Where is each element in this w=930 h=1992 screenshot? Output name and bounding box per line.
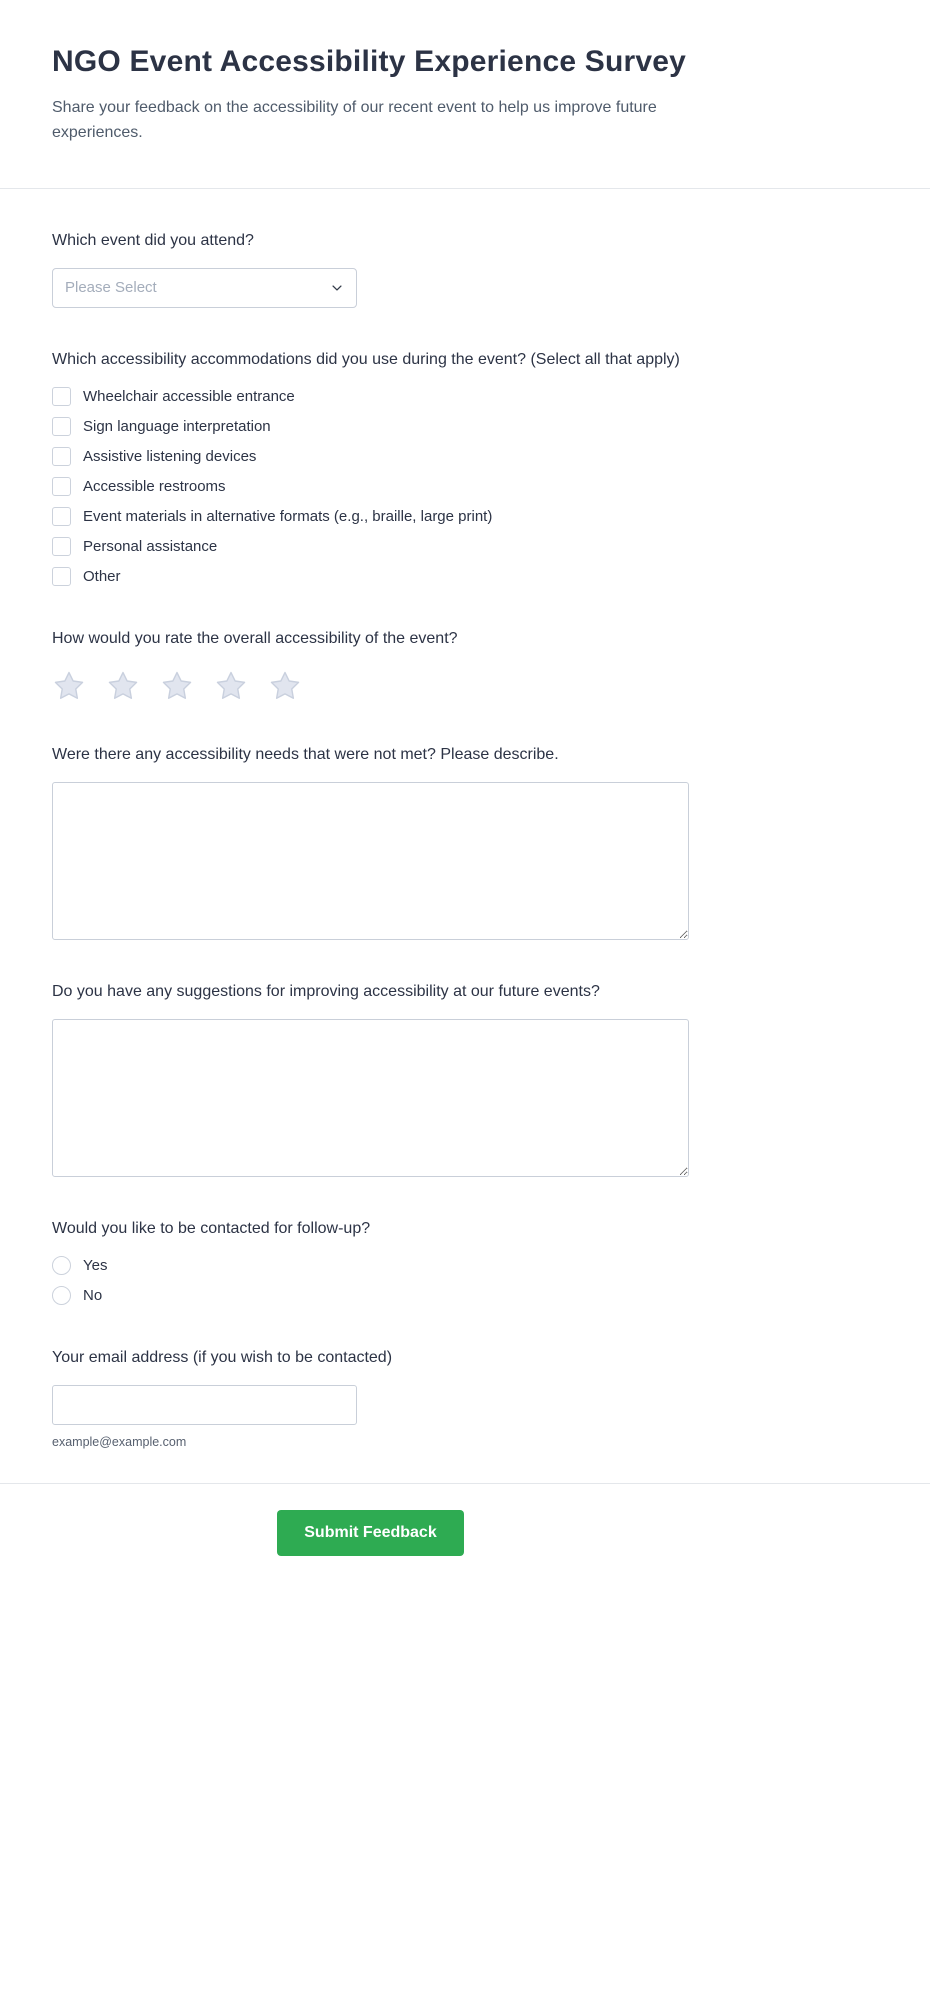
star-icon-1[interactable] [52,669,86,703]
star-rating [52,669,689,703]
checkbox-option-label: Sign language interpretation [83,417,271,435]
checkbox-option-label: Wheelchair accessible entrance [83,387,295,405]
checkbox-option-personal-assistance[interactable] [52,537,217,557]
form-title: NGO Event Accessibility Experience Survey [52,45,687,78]
checkbox-icon[interactable] [52,507,71,526]
form-subtitle: Share your feedback on the accessibility of our recent event to help us improve future experiences. [52,99,657,142]
checkbox-icon[interactable] [52,477,71,496]
chevron-down-icon [330,281,344,295]
email-field[interactable] [52,1385,357,1425]
question-accommodations [52,348,689,587]
event-select[interactable] [52,268,357,308]
checkbox-option-label: Event materials in alternative formats (e.g., braille, large print) [83,507,493,525]
form-header [0,0,930,188]
checkbox-icon[interactable] [52,447,71,466]
question-follow-up [52,1217,689,1306]
question-follow-up-label: Would you like to be contacted for follow-up? [52,1219,371,1237]
question-event-label: Which event did you attend? [52,231,254,249]
checkbox-option-alternative-formats[interactable] [52,507,492,527]
radio-icon[interactable] [52,1256,71,1275]
question-rating [52,627,689,703]
checkbox-option-label: Assistive listening devices [83,447,257,465]
form-body [0,229,741,1449]
checkbox-option-restrooms[interactable] [52,477,226,497]
question-suggestions [52,980,689,1177]
checkbox-option-other[interactable] [52,567,121,587]
checkbox-option-assistive-listening[interactable] [52,447,256,467]
header-divider [0,188,930,189]
email-helper-text: example@example.com [52,1434,187,1449]
star-icon-3[interactable] [160,669,194,703]
star-icon-2[interactable] [106,669,140,703]
checkbox-option-sign-language[interactable] [52,417,271,437]
question-accommodations-label: Which accessibility accommodations did you use during the event? (Select all that apply) [52,350,680,368]
question-unmet-needs-label: Were there any accessibility needs that were not met? Please describe. [52,745,559,763]
checkbox-option-label: Accessible restrooms [83,477,226,495]
star-icon-5[interactable] [268,669,302,703]
event-select-value: Please Select [65,279,157,297]
radio-option-no[interactable] [52,1286,102,1306]
radio-option-label: Yes [83,1256,108,1274]
submit-button[interactable]: Submit Feedback [277,1510,463,1556]
question-unmet-needs [52,743,689,940]
question-email [52,1346,689,1449]
submit-section [0,1484,741,1556]
radio-icon[interactable] [52,1286,71,1305]
star-icon-4[interactable] [214,669,248,703]
question-email-label: Your email address (if you wish to be contacted) [52,1348,393,1366]
checkbox-icon[interactable] [52,537,71,556]
checkbox-group [52,387,689,587]
radio-option-label: No [83,1286,103,1304]
checkbox-icon[interactable] [52,387,71,406]
checkbox-icon[interactable] [52,417,71,436]
unmet-needs-textarea[interactable] [52,782,689,940]
checkbox-option-label: Personal assistance [83,537,218,555]
suggestions-textarea[interactable] [52,1019,689,1177]
radio-option-yes[interactable] [52,1256,107,1276]
question-suggestions-label: Do you have any suggestions for improving accessibility at our future events? [52,982,600,1000]
checkbox-option-label: Other [83,567,121,585]
question-event [52,229,689,308]
checkbox-icon[interactable] [52,567,71,586]
question-rating-label: How would you rate the overall accessibility of the event? [52,629,458,647]
radio-group [52,1256,689,1306]
checkbox-option-wheelchair[interactable] [52,387,295,407]
